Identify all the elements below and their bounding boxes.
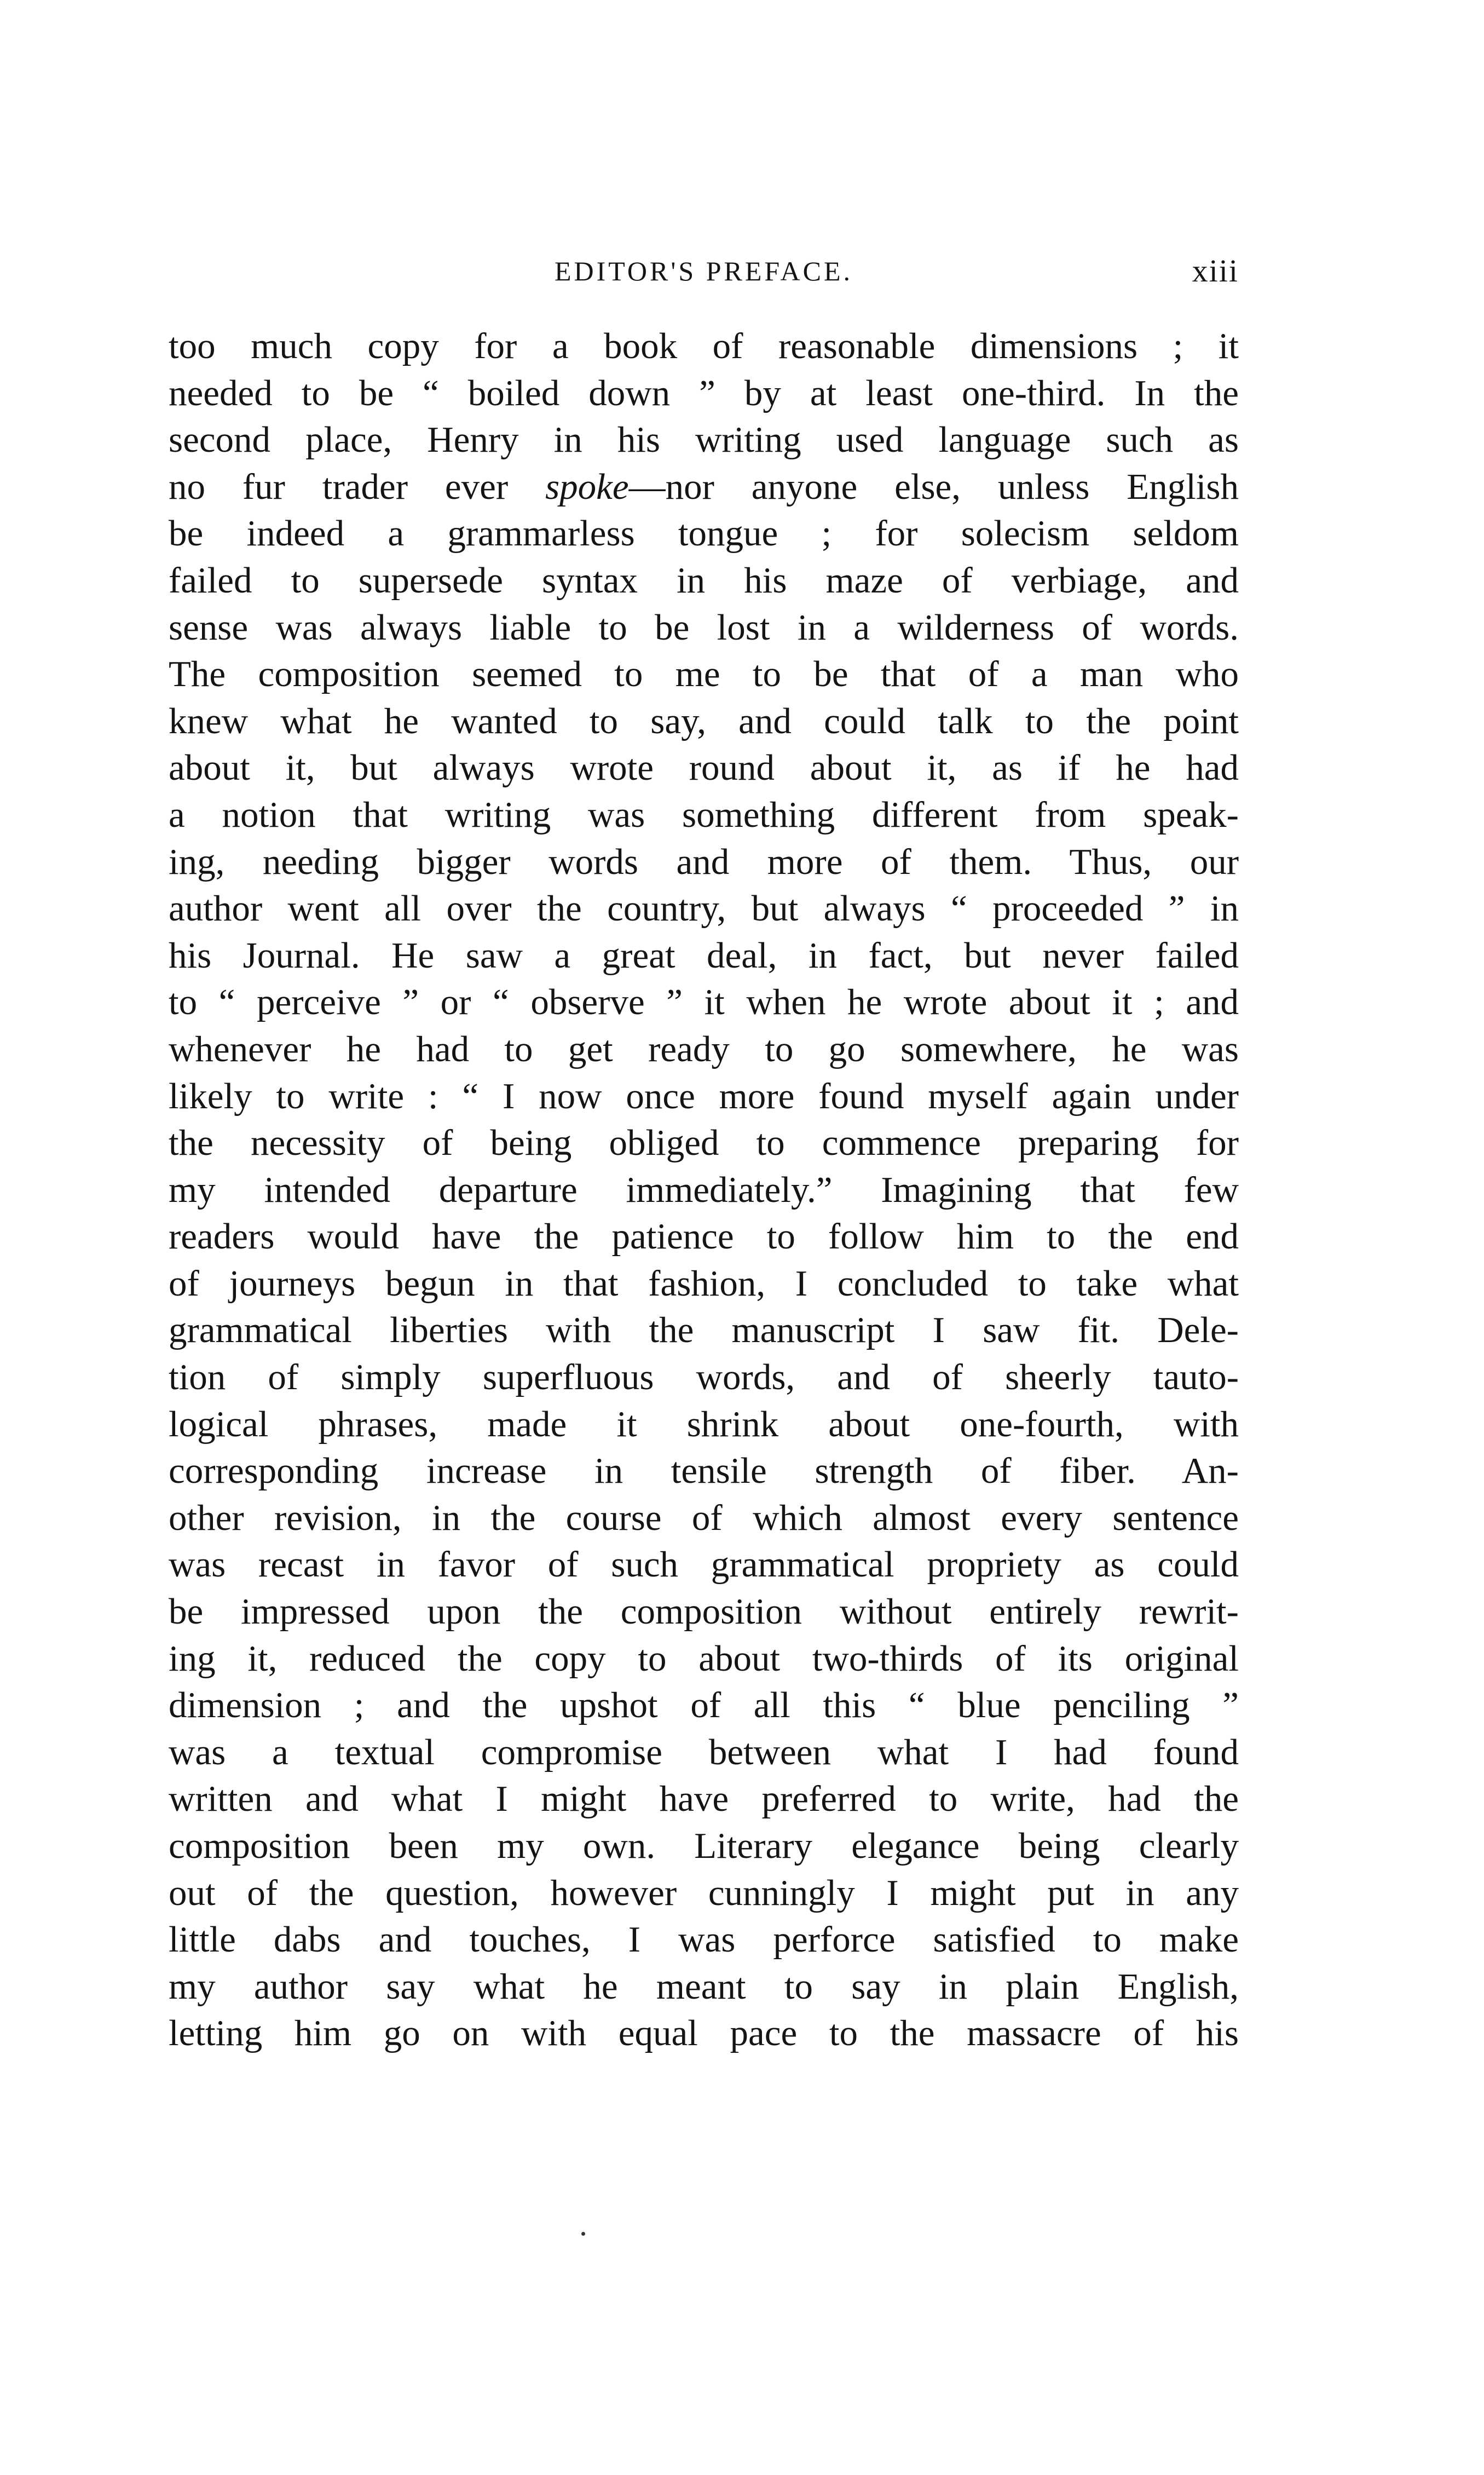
text-line: a notion that writing was something different from speak- bbox=[169, 794, 1239, 835]
text-line: tion of simply superfluous words, and of sheerly tauto- bbox=[169, 1357, 1239, 1398]
text-line: was a textual compromise between what I had found bbox=[169, 1731, 1239, 1772]
text-line: dimension ; and the upshot of all this “ blue penciling ” bbox=[169, 1685, 1239, 1726]
stray-ink-dot bbox=[581, 2232, 585, 2236]
text-line: out of the question, however cunningly I might put in any bbox=[169, 1872, 1239, 1913]
running-head bbox=[169, 249, 1239, 293]
text-line: the necessity of being obliged to commence preparing for bbox=[169, 1123, 1239, 1164]
text-line: whenever he had to get ready to go somewhere, he was bbox=[169, 1028, 1239, 1069]
text-line: knew what he wanted to say, and could talk to the point bbox=[169, 700, 1239, 741]
text-line bbox=[169, 2057, 1239, 2104]
text-segment: —nor anyone else, unless English bbox=[628, 466, 1239, 507]
text-line: composition been my own. Literary elegance being clearly bbox=[169, 1826, 1239, 1866]
text-segment: no fur trader ever bbox=[169, 466, 509, 507]
text-line: of journeys begun in that fashion, I concluded to take what bbox=[169, 1263, 1239, 1304]
text-line: The composition seemed to me to be that of a man who bbox=[169, 654, 1239, 695]
text-line: corresponding increase in tensile strength of fiber. An- bbox=[169, 1451, 1239, 1492]
text-line: be indeed a grammarless tongue ; for solecism seldom bbox=[169, 513, 1239, 554]
body-text bbox=[169, 323, 1239, 2104]
page-number: xiii bbox=[1192, 253, 1239, 289]
text-line: be impressed upon the composition without entirely rewrit- bbox=[169, 1591, 1239, 1632]
text-line: readers would have the patience to follow him to the end bbox=[169, 1216, 1239, 1257]
text-line: ing, needing bigger words and more of them. Thus, our bbox=[169, 841, 1239, 882]
text-line: failed to supersede syntax in his maze of verbiage, and bbox=[169, 560, 1239, 601]
text-line: author went all over the country, but always “ proceeded ” in bbox=[169, 888, 1239, 929]
running-title: EDITOR'S PREFACE. bbox=[554, 256, 853, 286]
italic-word: spoke bbox=[545, 466, 629, 507]
text-line: my author say what he meant to say in plain English, bbox=[169, 1966, 1239, 2007]
text-line: my intended departure immediately.” Imagining that few bbox=[169, 1169, 1239, 1210]
text-line: about it, but always wrote round about it, as if he had bbox=[169, 747, 1239, 788]
text-line: likely to write : “ I now once more found myself again under bbox=[169, 1075, 1239, 1116]
text-line: other revision, in the course of which almost every sentence bbox=[169, 1497, 1239, 1538]
text-line: was recast in favor of such grammatical propriety as could bbox=[169, 1544, 1239, 1585]
text-line-with-italic bbox=[169, 464, 1239, 511]
text-line: sense was always liable to be lost in a wilderness of words. bbox=[169, 607, 1239, 648]
text-line: logical phrases, made it shrink about one-fourth, with bbox=[169, 1403, 1239, 1444]
text-line: second place, Henry in his writing used language such as bbox=[169, 419, 1239, 461]
text-line: ing it, reduced the copy to about two-thirds of its original bbox=[169, 1638, 1239, 1679]
text-line: grammatical liberties with the manuscript I saw fit. Dele- bbox=[169, 1310, 1239, 1351]
text-line: written and what I might have preferred to write, had the bbox=[169, 1778, 1239, 1820]
text-line: to “ perceive ” or “ observe ” it when he wrote about it ; and bbox=[169, 982, 1239, 1023]
text-line: needed to be “ boiled down ” by at least one-third. In the bbox=[169, 372, 1239, 413]
text-line: letting him go on with equal pace to the massacre of his bbox=[169, 2013, 1239, 2054]
text-line: his Journal. He saw a great deal, in fact, but never failed bbox=[169, 935, 1239, 976]
text-line: little dabs and touches, I was perforce satisfied to make bbox=[169, 1919, 1239, 1960]
text-line: too much copy for a book of reasonable dimensions ; it bbox=[169, 326, 1239, 366]
